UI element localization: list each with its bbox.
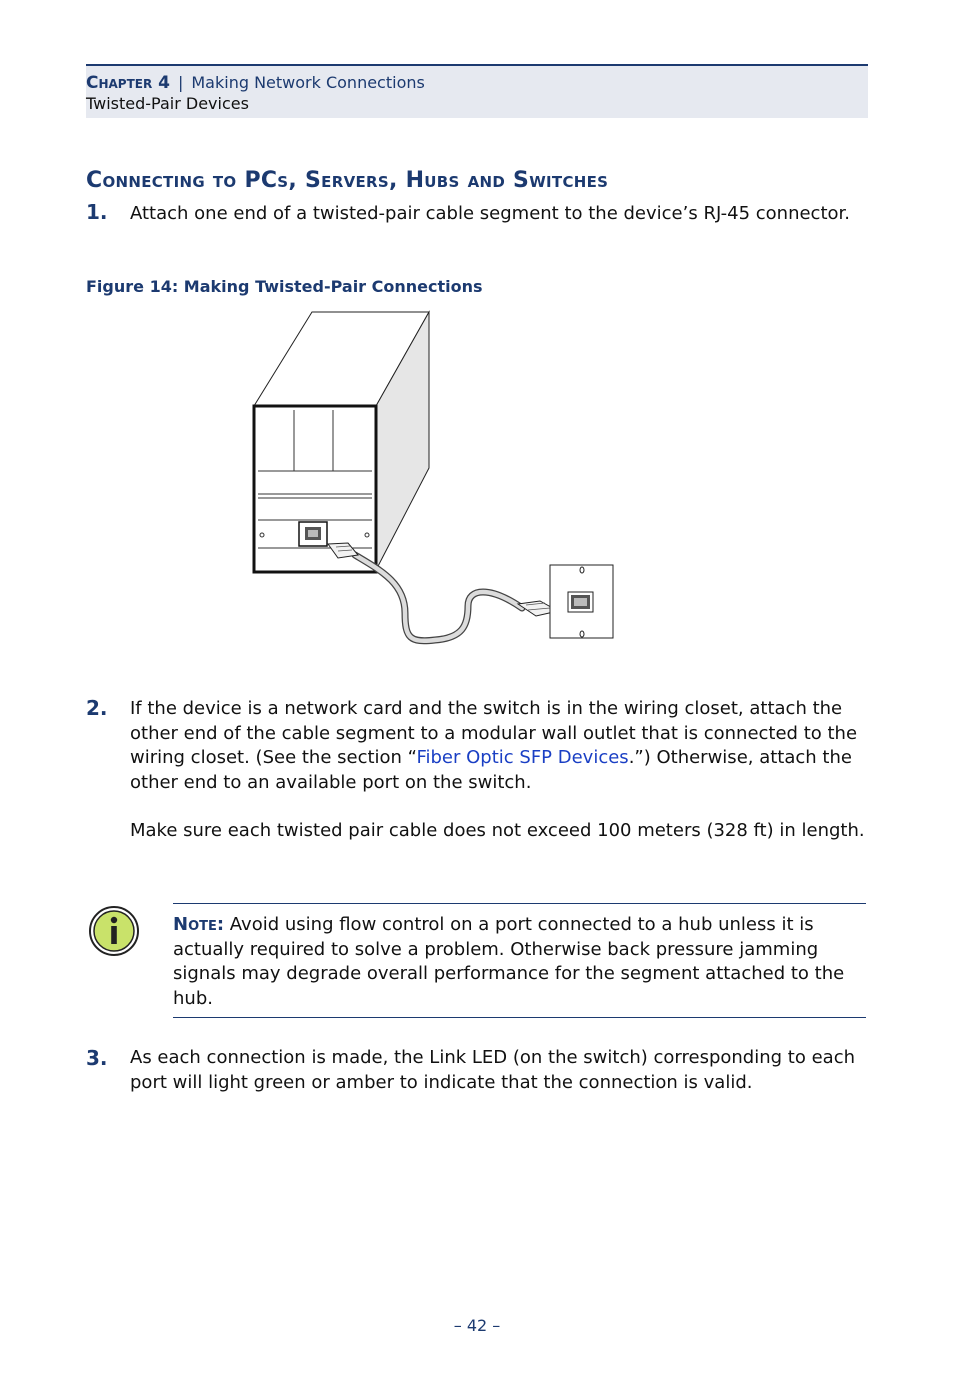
step-2-text [130, 697, 868, 795]
page-number: – 42 – [453, 1316, 501, 1335]
header-section: Twisted-Pair Devices [86, 94, 249, 113]
step-1-number: 1. [86, 200, 108, 224]
note-label: Note: [173, 914, 225, 935]
section-title: Connecting to PCs, Servers, Hubs and Switches [86, 168, 609, 193]
step-2-number: 2. [86, 696, 108, 720]
note-body: Avoid using flow control on a port connected to a hub unless it is actually required to solve a problem. Otherwise back pressure jamming signals may degrade overall performance for the segment attached to the hub. [173, 914, 845, 1009]
note-text [173, 913, 866, 1011]
twisted-pair-connection-figure [240, 308, 630, 653]
step-1-text: Attach one end of a twisted-pair cable segment to the device’s RJ-45 connector. [130, 203, 850, 224]
header-separator: | [177, 73, 184, 92]
note-box [173, 903, 866, 1018]
pc-cable-wall-outlet-illustration [240, 308, 630, 653]
step-3-number: 3. [86, 1046, 108, 1070]
step-2-text-after-link: .”) Otherwise, attach the other end to an available port on the switch. [130, 747, 852, 793]
chapter-line [86, 73, 425, 93]
page-header [86, 64, 868, 118]
fiber-optic-sfp-devices-link[interactable]: Fiber Optic SFP Devices [416, 747, 629, 768]
step-2-paragraph-2: Make sure each twisted pair cable does not exceed 100 meters (328 ft) in length. [130, 820, 865, 841]
chapter-label: Chapter 4 [86, 73, 170, 93]
chapter-title: Making Network Connections [191, 73, 425, 92]
step-3-text: As each connection is made, the Link LED (on the switch) corresponding to each port will light green or amber to indicate that the connection is valid. [130, 1047, 855, 1093]
figure-caption: Figure 14: Making Twisted-Pair Connections [86, 277, 483, 296]
step-2-text-before-link: If the device is a network card and the switch is in the wiring closet, attach the other end of the cable segment to a modular wall outlet that is connected to the wiring closet. (See the section “ [130, 698, 858, 768]
info-icon [87, 904, 141, 958]
